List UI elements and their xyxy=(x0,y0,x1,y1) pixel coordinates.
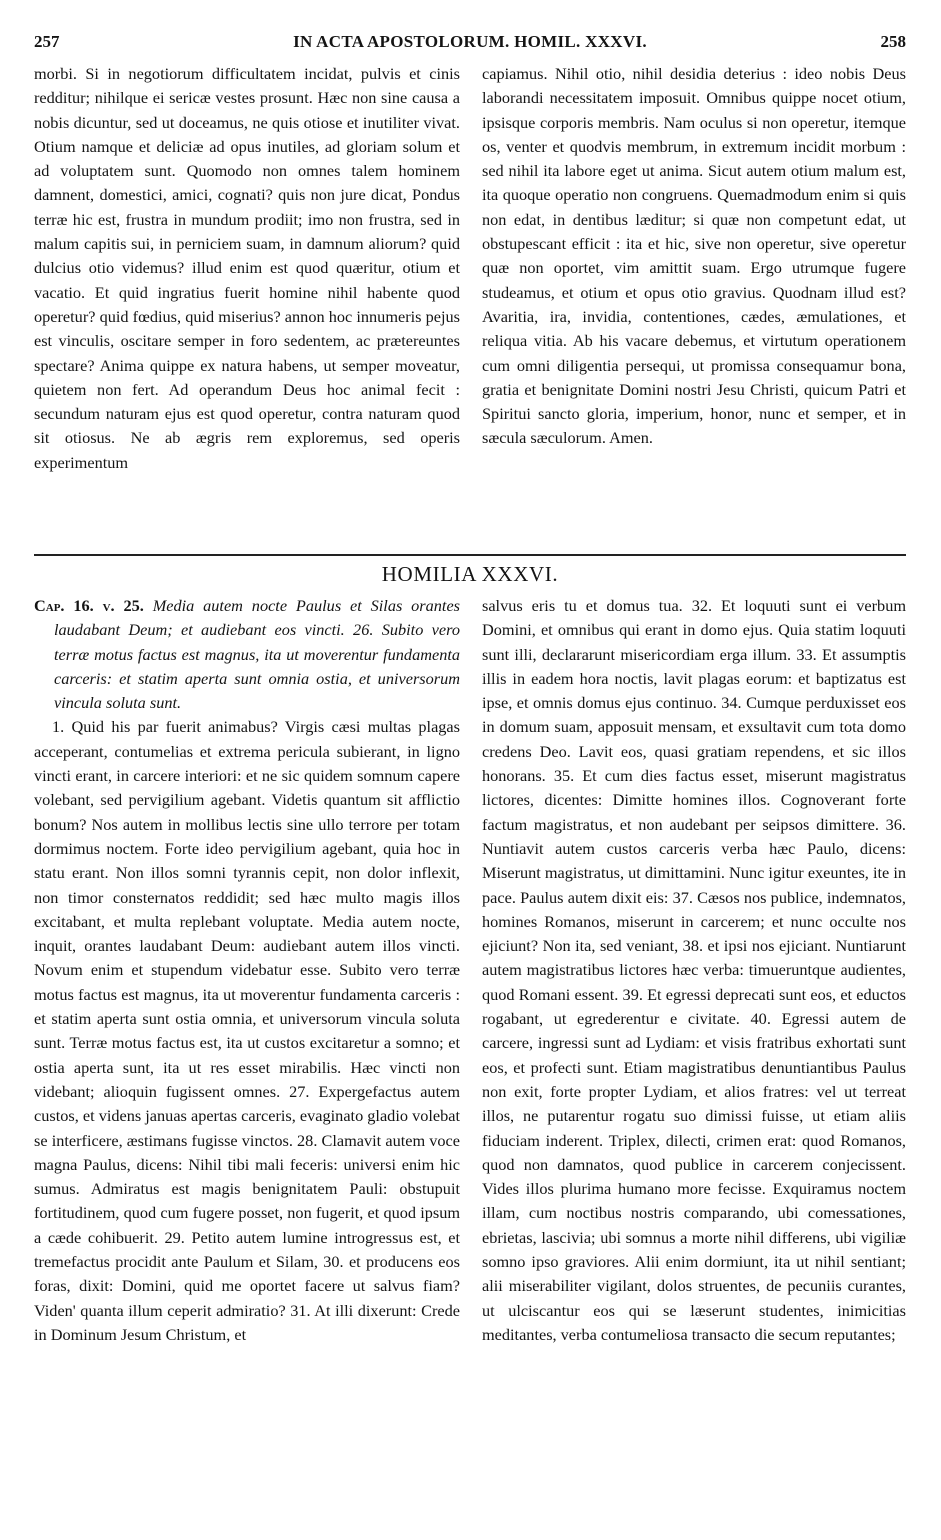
bottom-left-column xyxy=(34,594,460,1347)
page-number-left: 257 xyxy=(34,32,60,51)
top-right-column xyxy=(482,62,906,451)
bottom-left-paragraph: 1. Quid his par fuerit animabus? Virgis cæsi multas plagas acceperant, contumelias et extrema pericula subierant, in ligno vincti erant, in carcere interiori: et ne sic quidem somnum capere volebant, sed pervigilium agebant. Videtis quantum sit afflictio bonum? Nos autem in mollibus lectis sine ullo terrore per totam dormimus noctem. Forte ideo pervigilium agebant, quia hoc in statu erant. Non illos somni tyrannis cepit, non dolor inflexit, non timor consternatos reddidit; sed hæc multo magis illos excitabant, et multa replebant voluptate. Media autem nocte, inquit, orantes laudabant Deum: audiebant autem illos vincti. Novum enim et stupendum videbatur esse. Subito vero terræ motus factus est magnus, ita ut moverentur fundamenta carceris : et statim aperta sunt ostia omnia, et universorum vincula soluta sunt. Terræ motus factus est, ita ut custos excitaretur a somno; et ostia aperta sunt, ita ut res esset mirabilis. Hæc vincti non videbant; alioquin fugissent omnes. 27. Expergefactus autem custos, et videns januas apertas carceris, evaginato gladio volebat se interficere, æstimans fugisse vinctos. 28. Clamavit autem voce magna Paulus, dicens: Nihil tibi mali feceris: universi enim hic sumus. Admiratus est magis benignitatem Pauli: obstupuit fortitudinem, quod cum fugere posset, non fugerit, et quod ipsum a cæde cohibuerit. 29. Petito autem lumine introgressus est, et tremefactus procidit ante Paulum et Silam, 30. et producens eos foras, dixit: Domini, quid me oportet facere ut salvus fiam? Viden' quanta illum ceperit admiratio? 31. At illi dixerunt: Crede in Dominum Jesum Christum, et xyxy=(34,717,460,1344)
top-left-paragraph: morbi. Si in negotiorum difficultatem incidat, pulvis et cinis redditur; nihilque ei sericæ vestes prosunt. Hæc non sine causa a nobis dicuntur, sed ut doceamus, ne quis otiose et inutiliter vivat. Otium namque et deliciæ ad opus inutiles, ad gloriam solum et ad voluptatem sunt. Quomodo non omnes talem hominem damnent, domestici, amici, cognati? quis non jure dicat, Pondus terræ hic est, frustra in mundum prodiit; imo non frustra, sed in malum capitis sui, in perniciem suam, in damnum aliorum? quid dulcius otio videmus? illud enim est quod quæritur, otium et vacatio. Et quid ingratius fuerit homine nihil habente quod operetur? quid fœdius, quid miserius? annon hoc innumeris pejus est vinculis, oscitare semper in foro sedentem, ac prætereuntes spectare? Anima quippe ex natura habens, ut semper moveatur, quietem non fert. Ad operandum Deus hoc animal fecit : secundum naturam ejus est quod operetur, contra naturam quod sit otiosus. Ne ab ægris rem exploremus, sed operis experimentum xyxy=(34,64,460,472)
chapter-summary-text: Media autem nocte Paulus et Silas orantes laudabant Deum; et audiebant eos vincti. 26. Subito vero terræ motus factus est magnus, ita ut moverentur fundamenta carceris: et statim aperta sunt omnia ostia, et universorum vincula soluta sunt. xyxy=(54,596,461,713)
chapter-label: Cap. 16. v. 25. xyxy=(34,596,144,615)
section-divider xyxy=(34,554,906,556)
page-number-right: 258 xyxy=(880,32,906,51)
chapter-summary xyxy=(34,594,460,715)
homilia-title: HOMILIA XXXVI. xyxy=(381,562,559,586)
top-left-column xyxy=(34,62,460,475)
running-header xyxy=(34,30,906,54)
bottom-right-paragraph: salvus eris tu et domus tua. 32. Et loquuti sunt ei verbum Domini, et omnibus qui erant in domo ejus. Quia statim loquuti sunt illi, declararunt misericordiam erga illum. 33. Et assumptis illis in eadem hora noctis, lavit plagas eorum: et baptizatus est ipse, et omnis domus ejus continuo. 34. Cumque perduxisset eos in domum suam, apposuit mensam, et exsultavit cum tota domo credens Deo. Lavit eos, quasi gratiam rependens, et sic illos honorans. 35. Et cum dies factus esset, miserunt magistratus lictores, dicentes: Dimitte homines illos. Cognoverant forte factum magistratus, et non audebant per seipsos dimittere. 36. Nuntiavit autem custos carceris verba hæc Paulo, dicens: Miserunt magistratus, ut dimittamini. Nunc igitur exeuntes, ite in pace. Paulus autem dixit eis: 37. Cæsos nos publice, indemnatos, homines Romanos, miserunt in carcerem; et nunc occulte nos ejiciunt? Non ita, sed veniant, 38. et ipsi nos ejiciant. Nuntiarunt autem magistratibus lictores hæc verba: timueruntque audientes, quod Romani essent. 39. Et egressi deprecati sunt eos, et eductos rogabant, ut egrederentur e civitate. 40. Egressi autem de carcere, ingressi sunt ad Lydiam: et visis fratribus exhortati sunt eos, et profecti sunt. Etiam magistratibus denuntiantibus Paulus non exit, forte propter Lydiam, et alios fratres: vel ut terreat illos, ne putarentur rogatu suo dimissi fuisse, ut etiam aliis fiduciam inderent. Triplex, dilecti, crimen erat: quod Romanos, quod non damnatos, quod publice in carcerem conjecissent. Vides illos plurima humano more fecisse. Exquiramus noctem illam, cum noctibus nostris comparando, ubi comessationes, ebrietas, lascivia; ubi somnus a morte nihil differens, ubi vigiliæ somno ipso graviores. Alii enim dormiunt, ita ut nihil sentiant; alii miserabiliter vigilant, dolos struentes, de pecuniis curantes, ut ulciscantur eos qui se læserunt studentes, inimicitias meditantes, verba contumeliosa transacto die secum reputantes; xyxy=(482,596,906,1344)
top-right-paragraph: capiamus. Nihil otio, nihil desidia deterius : ideo nobis Deus laborandi necessitatem imposuit. Omnibus quippe nocet otium, ipsisque corporis membris. Nam oculus si non operetur, itemque os, venter et quodvis membrum, in extremum incidit morbum : sed nihil ita labore eget ut anima. Sicut autem otium malum est, ita quoque operatio non congruens. Quemadmodum enim si quis non edat, in dentibus læditur; si quæ non competunt edat, ut obstupescant efficit : ita et hic, sive non operetur, sive operetur quæ non oportet, vim amittit suam. Ergo utrumque fugere studeamus, et otium et opus otio gravius. Quodnam illud est? Avaritia, ira, invidia, contentiones, cædes, æmulationes, et reliqua vitia. Ab his vacare debemus, et virtutum operationem cum omni diligentia persequi, ut promissa consequamur bona, gratia et benignitate Domini nostri Jesu Christi, quicum Patri et Spiritui sancto gloria, imperium, honor, nunc et semper, et in sæcula sæculorum. Amen. xyxy=(482,64,906,448)
running-title: IN ACTA APOSTOLORUM. HOMIL. XXXVI. xyxy=(293,32,647,51)
bottom-right-column xyxy=(482,594,906,1347)
